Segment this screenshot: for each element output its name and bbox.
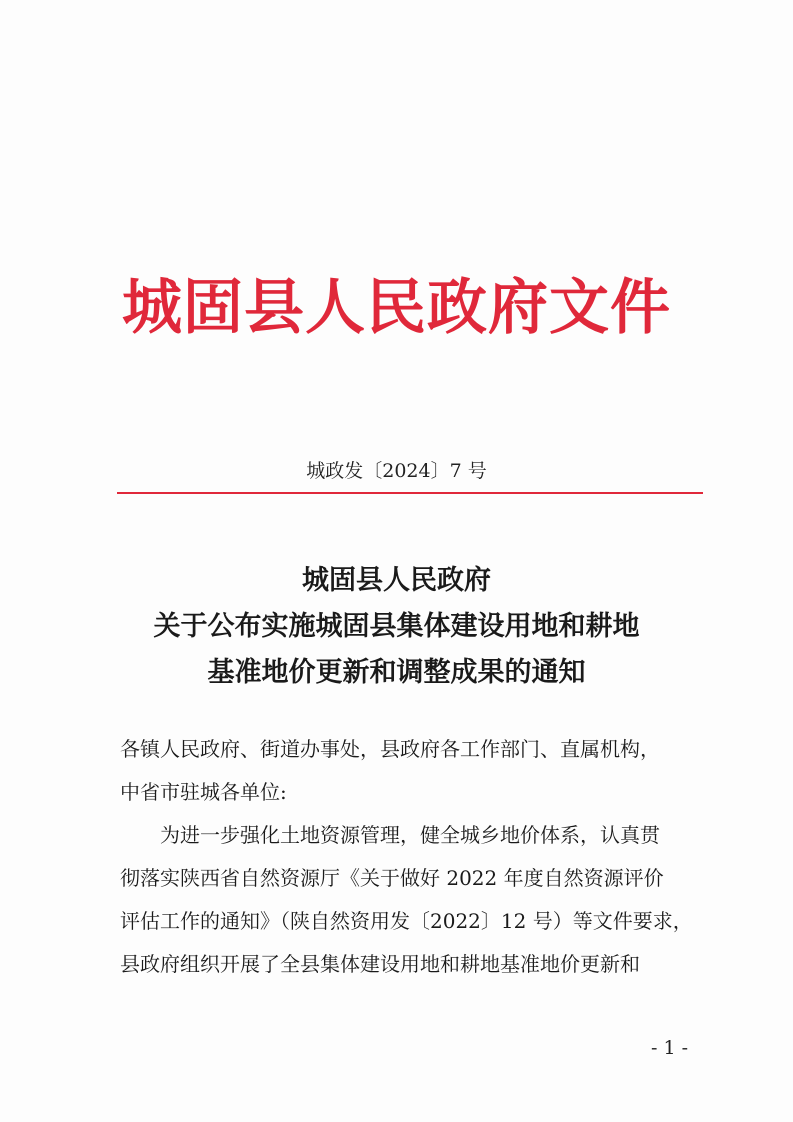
notice-title-line-1: 城固县人民政府 bbox=[302, 565, 491, 596]
page-number: - 1 - bbox=[650, 1037, 688, 1059]
masthead-title: 城固县人民政府文件 bbox=[122, 273, 671, 343]
body-line-2: 彻落实陕西省自然资源厅《关于做好 2022 年度自然资源评价 bbox=[120, 866, 664, 890]
document-number: 城政发〔2024〕7 号 bbox=[306, 460, 487, 482]
body-line-4: 县政府组织开展了全县集体建设用地和耕地基准地价更新和 bbox=[120, 952, 640, 976]
body-line-1: 为进一步强化土地资源管理，健全城乡地价体系，认真贯 bbox=[120, 823, 660, 847]
notice-title-line-3: 基准地价更新和调整成果的通知 bbox=[207, 657, 586, 688]
red-divider-line bbox=[117, 492, 703, 494]
notice-title-line-2: 关于公布实施城固县集体建设用地和耕地 bbox=[153, 611, 640, 642]
body-line-3: 评估工作的通知》（陕自然资用发〔2022〕12 号）等文件要求， bbox=[120, 909, 693, 933]
addressee-line-2: 中省市驻城各单位: bbox=[120, 780, 287, 804]
addressee-line-1: 各镇人民政府、街道办事处，县政府各工作部门、直属机构， bbox=[120, 737, 660, 761]
